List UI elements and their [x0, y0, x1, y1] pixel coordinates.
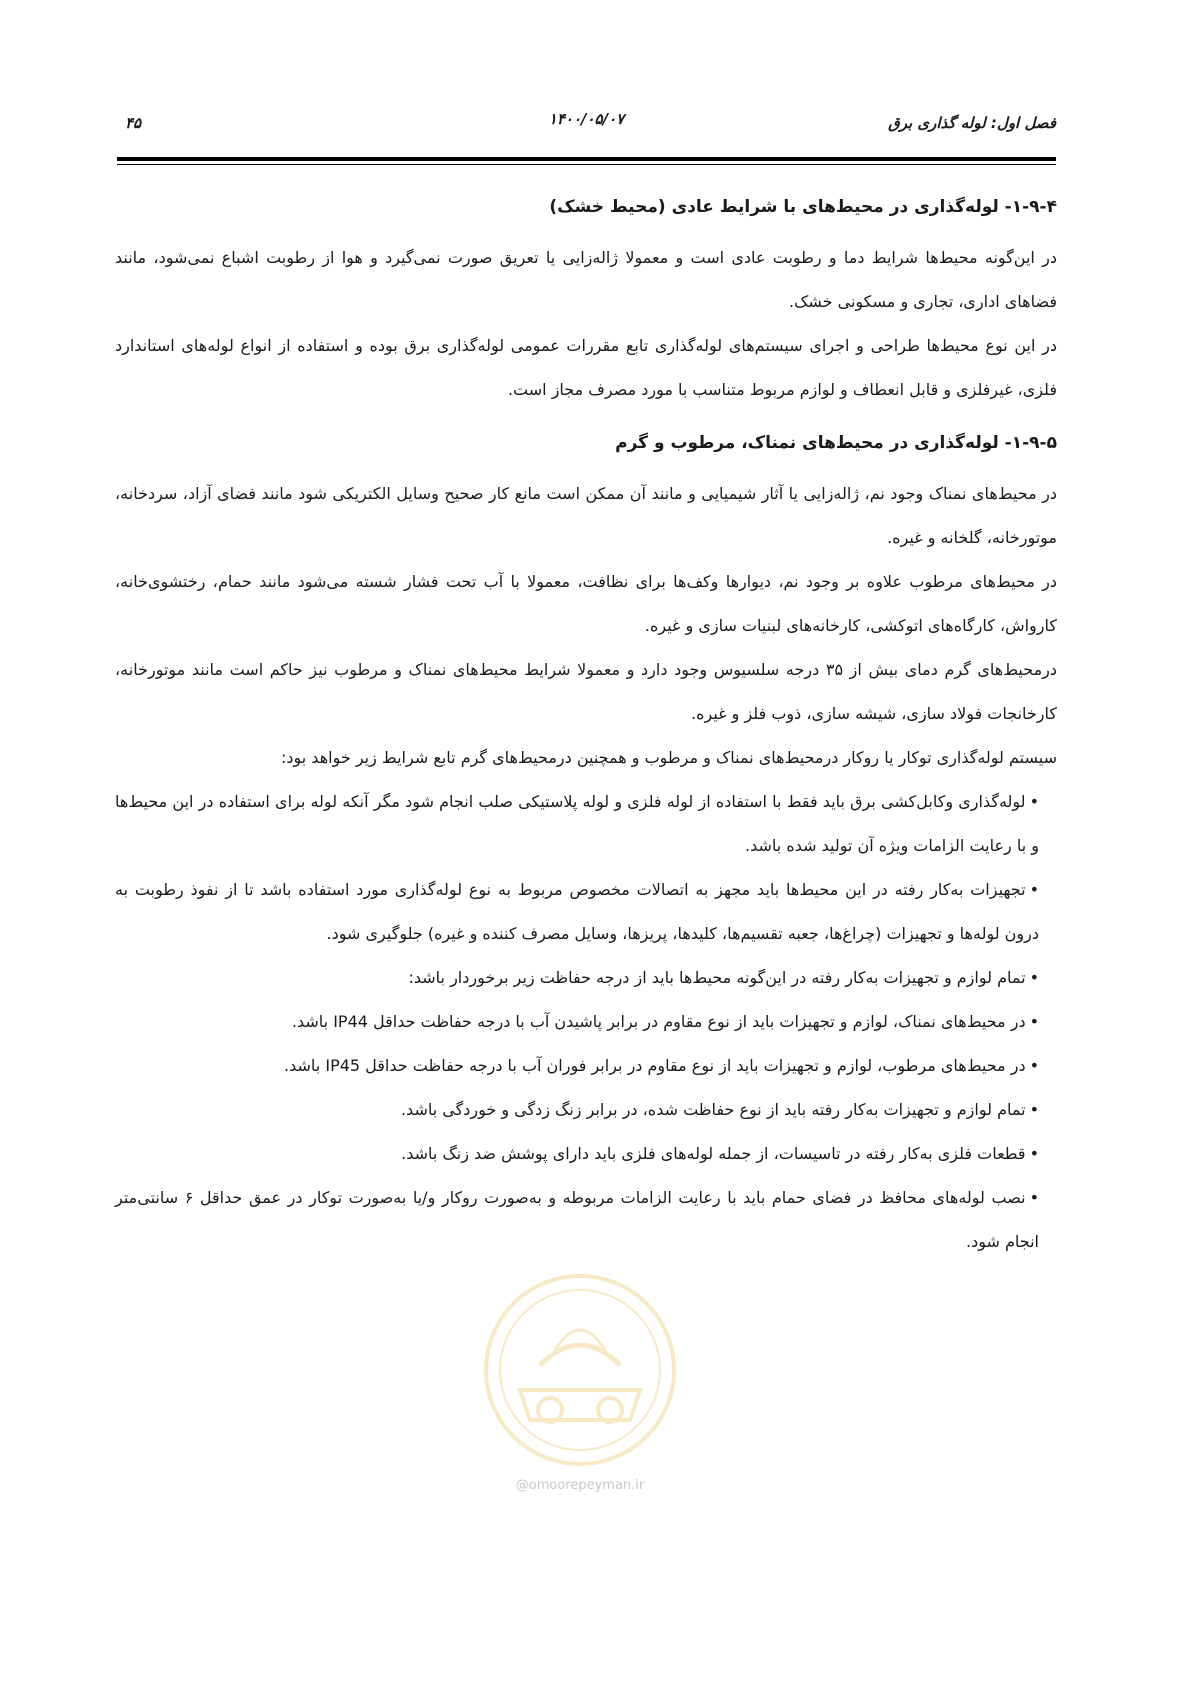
header-rule-thick [117, 157, 1056, 161]
header-date: ۱۴۰۰/۰۵/۰۷ [548, 110, 625, 128]
running-header [117, 110, 1056, 144]
list-item-text: تمام لوازم و تجهیزات به‌کار رفته در این‌گونه محیط‌ها باید از درجه حفاظت زیر برخوردار باشد: [408, 968, 1026, 987]
paragraph: در محیط‌های نمناک وجود نم، ژاله‌زایی یا آثار شیمیایی و مانند آن ممکن است مانع کار صحیح وسایل الکتریکی شود مانند فضای آزاد، سردخانه، موتورخانه، گلخانه و غیره. [115, 484, 1057, 547]
paragraph: در این نوع محیط‌ها طراحی و اجرای سیستم‌های لوله‌گذاری تابع مقررات عمومی لوله‌گذاری برق بوده و استفاده از انواع لوله‌های استاندارد فلزی، غیرفلزی و قابل انعطاف و لوازم مربوط متناسب با مورد مصرف مجاز است. [115, 336, 1057, 399]
header-rule-thin [117, 164, 1056, 165]
list-item [115, 780, 1057, 868]
list-item-text: تجهیزات به‌کار رفته در این محیط‌ها باید مجهز به اتصالات مخصوص مربوط به نوع لوله‌گذاری مورد استفاده باشد تا از نفوذ رطوبت به درون لوله‌ها و تجهیزات (چراغ‌ها، جعبه تقسیم‌ها، کلیدها، پریزها، وسایل مصرف کننده و غیره) جلوگیری شود. [115, 880, 1039, 943]
bullet-marker: • [1029, 968, 1039, 987]
paragraph: در این‌گونه محیط‌ها شرایط دما و رطوبت عادی است و معمولا ژاله‌زایی یا تعریق صورت نمی‌گیرد و هوا از رطوبت اشباع نمی‌شود، مانند فضاهای اداری، تجاری و مسکونی خشک. [115, 248, 1057, 311]
page-body [115, 190, 1057, 1264]
bullet-marker: • [1029, 1188, 1039, 1207]
list-item-text: در محیط‌های مرطوب، لوازم و تجهیزات باید از نوع مقاوم در برابر فوران آب با درجه حفاظت حداقل IP45 باشد. [284, 1056, 1026, 1075]
paragraph: در محیط‌های مرطوب علاوه بر وجود نم، دیوارها وکف‌ها برای نظافت، معمولا با آب تحت فشار شسته می‌شود مانند حمام، رختشوی‌خانه، کارواش، کارگاه‌های اتوکشی، کارخانه‌های لبنیات سازی و غیره. [115, 572, 1057, 635]
list-item [115, 1176, 1057, 1264]
list-item-text: نصب لوله‌های محافظ در فضای حمام باید با رعایت الزامات مربوطه و به‌صورت روکار و/یا به‌صورت توکار در عمق حداقل ۶ سانتی‌متر انجام شود. [115, 1188, 1039, 1251]
bullet-marker: • [1029, 1144, 1039, 1163]
list-item [115, 868, 1057, 956]
bullet-marker: • [1029, 1056, 1039, 1075]
section-heading-dry: ۱-۹-۴- لوله‌گذاری در محیط‌های با شرایط عادی (محیط خشک) [549, 197, 1057, 217]
bullet-marker: • [1029, 792, 1039, 811]
list-item [115, 1044, 1057, 1088]
page-number: ۴۵ [125, 114, 142, 132]
list-item-text: در محیط‌های نمناک، لوازم و تجهیزات باید از نوع مقاوم در برابر پاشیدن آب با درجه حفاظت حداقل IP44 باشد. [291, 1012, 1026, 1031]
list-item-text: قطعات فلزی به‌کار رفته در تاسیسات، از جمله لوله‌های فلزی باید دارای پوشش ضد زنگ باشد. [401, 1144, 1026, 1163]
list-item [115, 1132, 1057, 1176]
requirements-list [115, 780, 1057, 1264]
watermark-caption: @omoorepeyman.ir [515, 1478, 645, 1493]
watermark-logo-icon [480, 1270, 680, 1470]
list-item-text: تمام لوازم و تجهیزات به‌کار رفته باید از نوع حفاظت شده، در برابر زنگ زدگی و خوردگی باشد. [400, 1100, 1026, 1119]
section-heading-humid: ۱-۹-۵- لوله‌گذاری در محیط‌های نمناک، مرطوب و گرم [615, 433, 1057, 453]
list-item [115, 1000, 1057, 1044]
bullet-marker: • [1029, 880, 1039, 899]
bullet-marker: • [1029, 1100, 1039, 1119]
bullet-marker: • [1029, 1012, 1039, 1031]
chapter-title: فصل اول: لوله گذاری برق [888, 114, 1056, 132]
paragraph: سیستم لوله‌گذاری توکار یا روکار درمحیط‌های نمناک و مرطوب و همچنین درمحیط‌های گرم تابع شرایط زیر خواهد بود: [280, 748, 1057, 767]
list-item [115, 1088, 1057, 1132]
list-item [115, 956, 1057, 1000]
list-item-text: لوله‌گذاری وکابل‌کشی برق باید فقط با استفاده از لوله فلزی و لوله پلاستیکی صلب انجام شود مگر آنکه لوله برای استفاده در این محیط‌ها و با رعایت الزامات ویژه آن تولید شده باشد. [115, 792, 1039, 855]
paragraph: درمحیط‌های گرم دمای بیش از ۳۵ درجه سلسیوس وجود دارد و معمولا شرایط محیط‌های نمناک و مرطوب نیز حاکم است مانند موتورخانه، کارخانجات فولاد سازی، شیشه سازی، ذوب فلز و غیره. [115, 660, 1058, 723]
